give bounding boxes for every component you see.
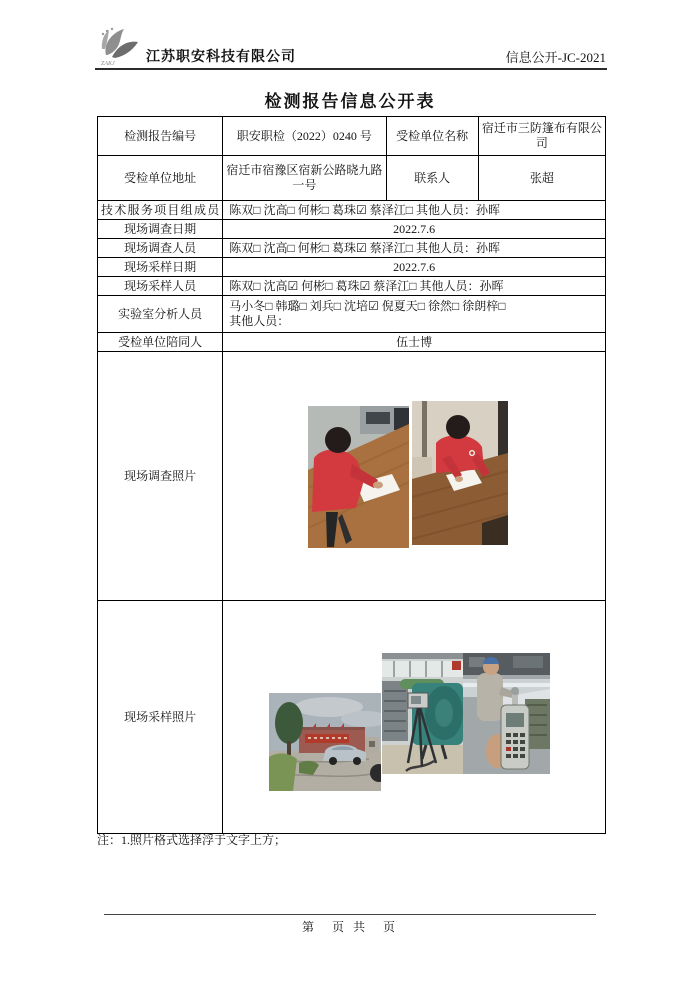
company-name: 江苏职安科技有限公司 bbox=[146, 50, 296, 65]
sample-staff-label: 现场采样人员 bbox=[98, 277, 223, 296]
accompany-label: 受检单位陪同人 bbox=[98, 333, 223, 352]
table-row bbox=[98, 601, 606, 834]
disclosure-form-table bbox=[97, 116, 606, 834]
doc-code: 信息公开-JC-2021 bbox=[505, 50, 606, 65]
address-value: 宿迁市宿豫区宿新公路晓九路一号 bbox=[223, 156, 386, 201]
sample-photo-2 bbox=[382, 653, 463, 774]
table-row bbox=[98, 117, 606, 156]
logo-text: ZAKJ bbox=[101, 61, 115, 67]
footer-rule bbox=[104, 914, 596, 915]
lab-staff-line2: 其他人员： bbox=[229, 314, 290, 328]
report-no-value: 职安职检（2022）0240 号 bbox=[223, 117, 386, 156]
survey-staff-label: 现场调查人员 bbox=[98, 239, 223, 258]
sample-photos-cell bbox=[223, 601, 606, 834]
table-row bbox=[98, 220, 606, 239]
header-rule bbox=[95, 68, 607, 70]
form-table-wrap bbox=[97, 116, 606, 834]
lab-staff-line1: 马小冬□ 韩璐□ 刘兵□ 沈培☑ 倪夏天□ 徐然□ 徐朗梓□ bbox=[229, 299, 506, 313]
page-number-text: 第 页 共 页 bbox=[301, 920, 398, 934]
table-row bbox=[98, 258, 606, 277]
page-title: 检测报告信息公开表 bbox=[264, 92, 436, 111]
sample-date-label: 现场采样日期 bbox=[98, 258, 223, 277]
unit-name-value: 宿迁市三防篷布有限公司 bbox=[478, 117, 605, 156]
sample-photos-label: 现场采样照片 bbox=[98, 601, 223, 834]
sample-photo-3 bbox=[463, 653, 550, 774]
team-label: 技术服务项目组成员 bbox=[98, 201, 223, 220]
sample-date-value: 2022.7.6 bbox=[223, 258, 606, 277]
unit-name-label: 受检单位名称 bbox=[386, 117, 478, 156]
accompany-value: 伍士博 bbox=[223, 333, 606, 352]
survey-photos-cell bbox=[223, 352, 606, 601]
survey-date-value: 2022.7.6 bbox=[223, 220, 606, 239]
sample-staff-members: 陈双□ 沈高☑ 何彬□ 葛珠☑ 蔡泽江□ 其他人员：孙晖 bbox=[223, 277, 606, 296]
table-row bbox=[98, 156, 606, 201]
contact-value: 张超 bbox=[478, 156, 605, 201]
address-label: 受检单位地址 bbox=[98, 156, 223, 201]
company-logo-icon bbox=[98, 27, 144, 67]
table-row bbox=[98, 296, 606, 333]
report-no-label: 检测报告编号 bbox=[98, 117, 223, 156]
survey-photo-2 bbox=[412, 401, 508, 545]
footnote: 注：1.照片格式选择浮于文字上方； bbox=[97, 833, 287, 847]
survey-photo-1 bbox=[308, 406, 409, 548]
lab-staff-label: 实验室分析人员 bbox=[98, 296, 223, 333]
table-row bbox=[98, 333, 606, 352]
survey-staff-members: 陈双□ 沈高□ 何彬□ 葛珠☑ 蔡泽江□ 其他人员：孙晖 bbox=[223, 239, 606, 258]
contact-label: 联系人 bbox=[386, 156, 478, 201]
team-members: 陈双□ 沈高□ 何彬□ 葛珠☑ 蔡泽江□ 其他人员：孙晖 bbox=[223, 201, 606, 220]
lab-staff-members bbox=[223, 296, 606, 333]
table-row bbox=[98, 239, 606, 258]
sample-photo-1 bbox=[269, 693, 381, 791]
survey-photos-label: 现场调查照片 bbox=[98, 352, 223, 601]
survey-date-label: 现场调查日期 bbox=[98, 220, 223, 239]
table-row bbox=[98, 277, 606, 296]
table-row bbox=[98, 201, 606, 220]
table-row bbox=[98, 352, 606, 601]
